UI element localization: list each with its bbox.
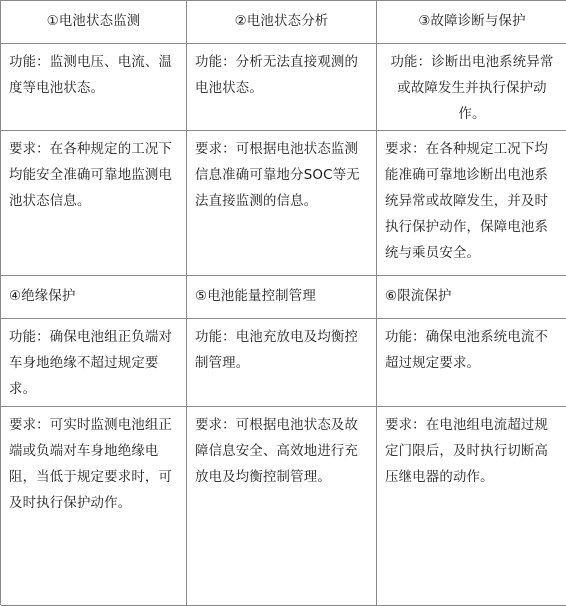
- requirement-energy-management: 要求：可根据电池状态及故障信息安全、高效地进行充放电及均衡控制管理。: [187, 407, 377, 606]
- function-battery-analysis: 功能：分析无法直接观测的电池状态。: [187, 44, 377, 131]
- header-current-limit-protection: ⑥限流保护: [377, 276, 566, 319]
- requirement-insulation-protection: 要求：可实时监测电池组正端或负端对车身地绝缘电阻，当低于规定要求时，可及时执行保护动作。: [1, 407, 187, 606]
- requirement-battery-analysis: 要求：可根据电池状态监测信息准确可靠地分SOC等无法直接监测的信息。: [187, 131, 377, 276]
- header-fault-diagnosis: ③故障诊断与保护: [377, 1, 566, 44]
- requirement-current-limit-protection: 要求：在电池组电流超过规定门限后，及时执行切断高压继电器的动作。: [377, 407, 566, 606]
- requirement-fault-diagnosis: 要求：在各种规定工况下均能准确可靠地诊断出电池系统异常或故障发生，并及时执行保护动作，保障电池系统与乘员安全。: [377, 131, 566, 276]
- function-energy-management: 功能：电池充放电及均衡控制管理。: [187, 319, 377, 407]
- header-insulation-protection: ④绝缘保护: [1, 276, 187, 319]
- function-current-limit-protection: 功能：确保电池系统电流不超过规定要求。: [377, 319, 566, 407]
- header-energy-management: ⑤电池能量控制管理: [187, 276, 377, 319]
- function-fault-diagnosis: 功能：诊断出电池系统异常或故障发生并执行保护动作。: [377, 44, 566, 131]
- header-battery-monitoring: ①电池状态监测: [1, 1, 187, 44]
- function-insulation-protection: 功能：确保电池组正负端对车身地绝缘不超过规定要求。: [1, 319, 187, 407]
- header-battery-analysis: ②电池状态分析: [187, 1, 377, 44]
- requirement-battery-monitoring: 要求：在各种规定的工况下均能安全准确可靠地监测电池状态信息。: [1, 131, 187, 276]
- function-battery-monitoring: 功能：监测电压、电流、温度等电池状态。: [1, 44, 187, 131]
